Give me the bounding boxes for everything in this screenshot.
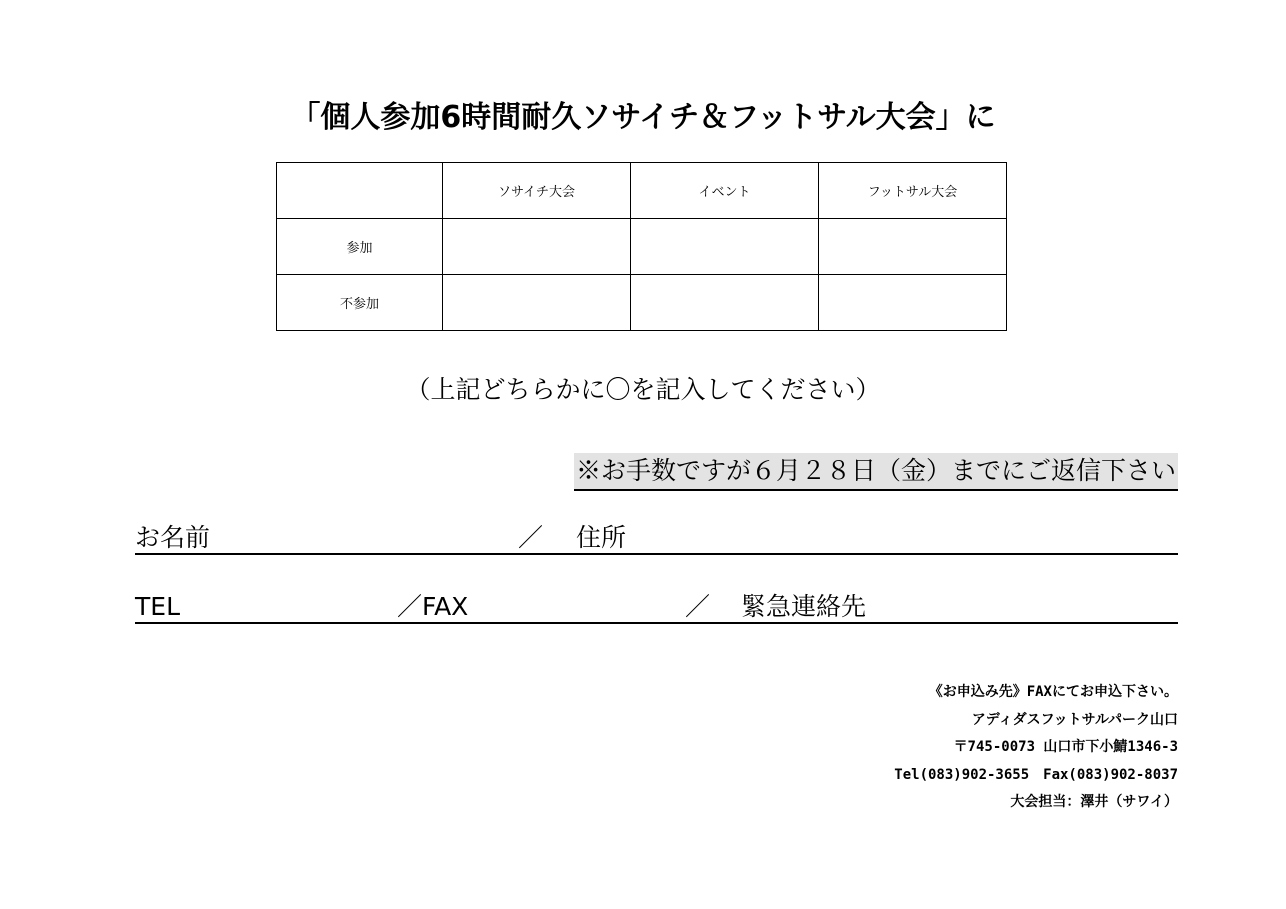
participation-table [276, 162, 1007, 331]
table-cell[interactable] [819, 275, 1007, 331]
event-contact: 大会担当：澤井（サワイ） [1010, 794, 1178, 810]
venue-address: 〒745-0073 山口市下小鯖1346-3 [953, 739, 1178, 755]
deadline-notice: ※お手数ですが６月２８日（金）までにご返信下さい [574, 453, 1178, 491]
name-label: お名前 [135, 523, 211, 552]
page-title: 「個人参加6時間耐久ソサイチ＆フットサル大会」に [290, 100, 996, 135]
table-row-not-attend [277, 275, 1007, 331]
separator: ／ [685, 592, 711, 621]
tel-label: TEL [135, 592, 180, 621]
address-label: 住所 [576, 523, 627, 552]
name-address-line [135, 513, 1178, 555]
row-label-attend: 参加 [277, 219, 443, 275]
table-cell[interactable] [631, 275, 819, 331]
venue-name: アディダスフットサルパーク山口 [971, 711, 1178, 728]
row-label-not-attend: 不参加 [277, 275, 443, 331]
table-header-cell [277, 163, 443, 219]
fax-label: ／FAX [397, 592, 469, 621]
contact-line [135, 582, 1178, 624]
table-header-futsal: フットサル大会 [819, 163, 1007, 219]
table-header-sosaichi: ソサイチ大会 [443, 163, 631, 219]
instruction-text: （上記どちらかに〇を記入してください） [405, 375, 881, 404]
table-cell[interactable] [443, 219, 631, 275]
separator: ／ [518, 523, 544, 552]
table-header-event: イベント [631, 163, 819, 219]
phone-fax: Tel(083)902-3655 Fax(083)902-8037 [894, 766, 1178, 783]
application-note: 《お申込み先》FAXにてお申込下さい。 [928, 684, 1178, 700]
contact-info [894, 679, 1178, 817]
table-row-attend [277, 219, 1007, 275]
emergency-contact-label: 緊急連絡先 [741, 592, 867, 621]
table-cell[interactable] [631, 219, 819, 275]
table-cell[interactable] [443, 275, 631, 331]
table-cell[interactable] [819, 219, 1007, 275]
table-header-row [277, 163, 1007, 219]
